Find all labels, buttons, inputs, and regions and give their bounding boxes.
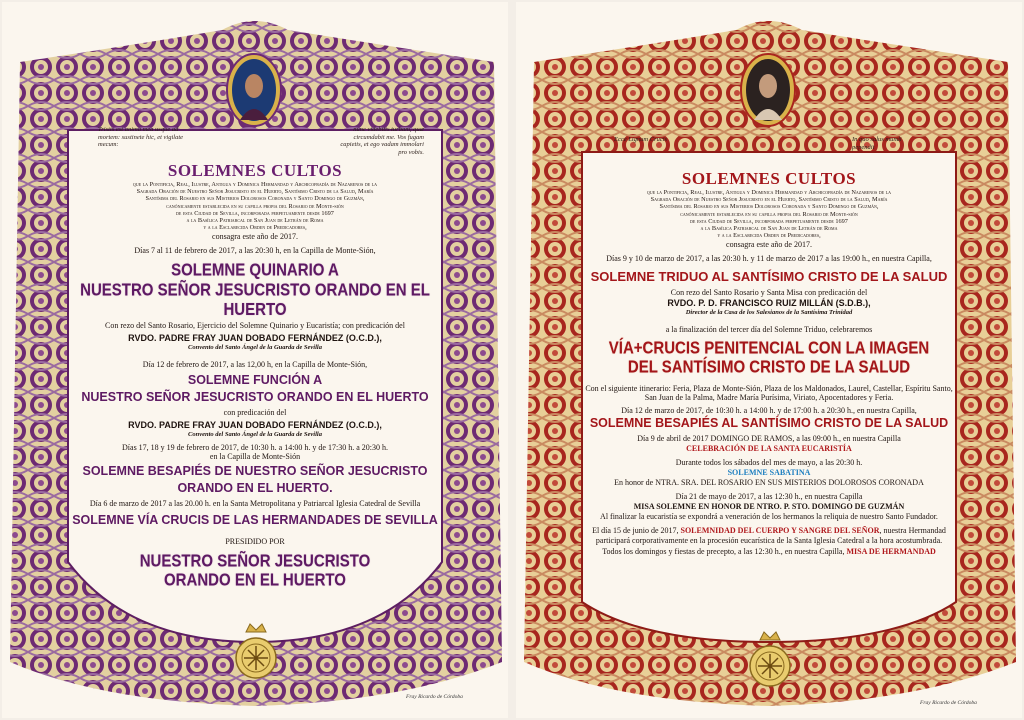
poster-quinario [2,2,508,718]
dominican-seal-icon [746,630,794,690]
latin-quote-left: Ecce Lignum Crucis [614,136,668,143]
christ-medallion-icon [224,50,284,130]
sabatina-title: SOLEMNE SABATINA [727,468,811,478]
corpus-text: El día 15 de junio de 2017, SOLEMNIDAD DEL CUERPO Y SANGRE DEL SEÑOR, nuestra Hermandad participará corporativamente en la procesión eucarística de la Santa Iglesia Catedral a la hora acostumbrada. [592,526,946,545]
funcion-preacher: RVDO. PADRE FRAY JUAN DOBADO FERNÁNDEZ (O.C.D.), [128,420,382,431]
ramos-title: CELEBRACIÓN DE LA SANTA EUCARISTÍA [686,444,852,454]
besapies-title: SOLEMNE BESAPIÉS AL SANTÍSIMO CRISTO DE LA SALUD [589,416,949,431]
final-title-1: NUESTRO SEÑOR JESUCRISTO [139,552,371,572]
latin-quote-right: In quo salus mundi pependit [852,136,902,151]
year-line: consagra este año de 2017. [726,240,812,250]
intro-text: que la Pontificia, Real, Ilustre, Antigua y Dominica Hermandad y Archicofradía de Nazarenos de la Sagrada Oración de Nuestro Señor Jesucristo en el Huerto, Santísimo Cristo de la Salud, María Santísima del Rosario en sus Misterios Dolorosos Coronada y Santo Domingo de Guzmán, canónicamente establecida en su capilla propia del Rosario de Monte-sión de esta Ciudad de Sevilla, incorporada perpetuamente desde 1697 a la Basílica Patriarcal de San Juan de Letrán de Roma y a la Esclarecida Orden de Predicadores, [646,189,892,240]
besapies-title-2: ORANDO EN EL HUERTO. [177,481,333,496]
christ-medallion-icon [738,50,798,130]
funcion-convent: Convento del Santo Ángel de la Guarda de Sevilla [188,431,322,439]
viacrucis-title-1: VÍA+CRUCIS PENITENCIAL CON LA IMAGEN [608,339,930,359]
funcion-title-2: NUESTRO SEÑOR JESUCRISTO ORANDO EN EL HUERTO [81,390,429,405]
funcion-title-1: SOLEMNE FUNCIÓN A [187,373,323,388]
dominican-seal-icon [232,622,280,682]
domingos-text: Todos los domingos y fiestas de precepto, a las 12:30 h., en nuestra Capilla, MISA DE HERMANDAD [602,547,936,557]
guzman-title: MISA SOLEMNE EN HONOR DE NTRO. P. STO. DOMINGO DE GUZMÁN [633,502,905,512]
sabatina-date: Durante todos los sábados del mes de mayo, a las 20:30 h. [675,458,863,468]
final-title-2: ORANDO EN EL HUERTO [164,571,346,591]
viacrucis-title-2: DEL SANTÍSIMO CRISTO DE LA SALUD [627,358,911,378]
funcion-desc: con predicación del [223,408,287,418]
quinario-preacher: RVDO. PADRE FRAY JUAN DOBADO FERNÁNDEZ (O.C.D.), [128,333,382,344]
ramos-date: Día 9 de abril de 2017 DOMINGO DE RAMOS, a las 09:00 h., en nuestra Capilla [637,434,901,444]
main-title: SOLEMNES CULTOS [167,161,343,180]
guzman-desc: Al finalizar la eucaristía se expondrá a veneración de los hermanos la reliquia de nuestro Santo Fundador. [600,512,938,522]
misa-hermandad-label: MISA DE HERMANDAD [846,547,936,557]
triduo-director: Director de la Casa de los Salesianos de la Santísima Trinidad [685,309,853,317]
artist-credit: Fray Ricardo de Córdoba [920,700,977,706]
quinario-date: Días 7 al 11 de febrero de 2017, a las 20:30 h, en la Capilla de Monte-Sión, [134,246,376,256]
besapies-title-1: SOLEMNE BESAPIÉS DE NUESTRO SEÑOR JESUCRISTO [82,464,428,479]
latin-quote-right: nunc videbitis turbam, quæ circumdabit me. Vos fugam capietis, et ego vadam immolari pro vobis. [340,126,424,156]
besapies-date: Día 12 de marzo de 2017, de 10:30 h. a 14:00 h. y de 17:00 h. a 20:30 h., en nuestra Capilla, [621,406,917,416]
poster-content [70,162,440,589]
corpus-title: SOLEMNIDAD DEL CUERPO Y SANGRE DEL SEÑOR [680,526,880,536]
viacrucis-itinerary: Con el siguiente itinerario: Feria, Plaza de Monte-Sión, Plaza de los Maldonados, Laurel, Castellar, Espíritu Santo, San Juan de la Palma, Madre María Purísima, Viriato, Apocentadores y Feria. [585,384,953,403]
artist-credit: Fray Ricardo de Córdoba [406,694,463,700]
intro-text: que la Pontificia, Real, Ilustre, Antigua y Dominica Hermandad y Archicofradía de Nazarenos de la Sagrada Oración de Nuestro Señor Jesucristo en el Huerto, Santísimo Cristo de la Salud, María Santísima del Rosario en sus Misterios Dolorosos Coronada y Santo Domingo de Guzmán, canónicamente establecida en su capilla propia del Rosario de Monte-sión de esta Ciudad de Sevilla, incorporada perpetuamente desde 1697 a la Basílica Patriarcal de San Juan de Letrán de Roma y a la Esclarecida Orden de Predicadores, [132,181,378,232]
guzman-date: Día 21 de mayo de 2017, a las 12:30 h., en nuestra Capilla [675,492,863,502]
year-line: consagra este año de 2017. [212,232,298,242]
quinario-desc: Con rezo del Santo Rosario, Ejercicio del Solemne Quinario y Eucaristía; con predicación del [105,321,405,331]
poster-content [584,170,954,557]
triduo-desc: Con rezo del Santo Rosario y Santa Misa con predicación del [670,288,868,298]
latin-quote-left: Tristis est anima mea usque ad mortem: sustinete hic, et vigilate mecum: [98,126,184,148]
presidido-label: PRESIDIDO POR [225,537,285,547]
viacrucis-intro: a la finalización del tercer día del Solemne Triduo, celebraremos [665,325,873,335]
viacrucis-title: SOLEMNE VÍA CRUCIS DE LAS HERMANDADES DE SEVILLA [72,513,438,528]
quinario-convent: Convento del Santo Ángel de la Guarda de Sevilla [188,344,322,352]
main-title: SOLEMNES CULTOS [681,169,857,188]
viacrucis-date: Día 6 de marzo de 2017 a las 20.00 h. en la Santa Metropolitana y Patriarcal Iglesia Catedral de Sevilla [89,499,421,509]
triduo-date: Días 9 y 10 de marzo de 2017, a las 20:30 h. y 11 de marzo de 2017 a las 19:00 h., en nuestra Capilla, [606,254,932,264]
triduo-preacher: RVDO. P. D. FRANCISCO RUIZ MILLÁN (S.D.B.), [667,298,871,309]
quinario-title-1: SOLEMNE QUINARIO A [171,261,339,281]
funcion-date: Día 12 de febrero de 2017, a las 12,00 h, en la Capilla de Monte-Sión, [142,360,368,370]
sabatina-desc: En honor de NTRA. SRA. DEL ROSARIO EN SUS MISTERIOS DOLOROSOS CORONADA [614,478,924,488]
quinario-title-2: NUESTRO SEÑOR JESUCRISTO ORANDO EN EL HUERTO [80,280,430,320]
besapies-date: Días 17, 18 y 19 de febrero de 2017, de 10:30 h. a 14:00 h. y de 17:30 h. a 20:30 h. en la Capilla de Monte-Sión [122,443,388,462]
poster-triduo [516,2,1022,718]
triduo-title: SOLEMNE TRIDUO AL SANTÍSIMO CRISTO DE LA SALUD [590,269,948,285]
